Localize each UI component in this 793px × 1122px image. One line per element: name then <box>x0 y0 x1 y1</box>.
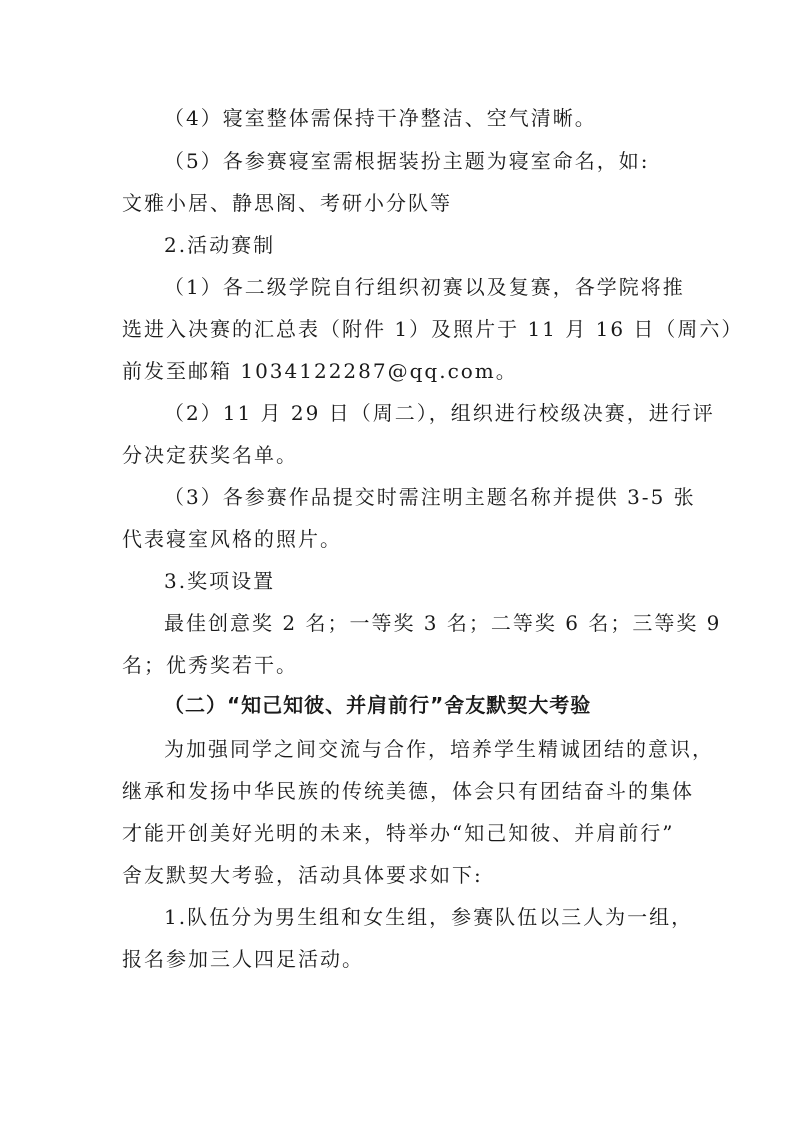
text-line-intro-2: 继承和发扬中华民族的传统美德，体会只有团结奋斗的集体 <box>122 779 694 803</box>
text-line-format-1-email: 前发至邮箱 1034122287@qq.com。 <box>122 359 518 383</box>
text-line-rule-5: （5）各参赛寝室需根据装扮主题为寝室命名，如: <box>164 149 650 173</box>
text-line-awards: 最佳创意奖 2 名；一等奖 3 名；二等奖 6 名；三等奖 9 <box>164 611 722 635</box>
text-line-format-2-cont: 分决定获奖名单。 <box>122 443 298 467</box>
text-line-format-2: （2）11 月 29 日（周二），组织进行校级决赛，进行评 <box>164 401 715 425</box>
text-line-rule-4: （4）寝室整体需保持干净整洁、空气清晰。 <box>164 106 597 130</box>
section-heading-roommate-challenge: （二）“知己知彼、并肩前行”舍友默契大考验 <box>164 693 592 717</box>
text-line-team-rule: 1.队伍分为男生组和女生组，参赛队伍以三人为一组， <box>164 905 694 929</box>
text-line-intro-3: 才能开创美好光明的未来，特举办“知己知彼、并肩前行” <box>122 821 675 845</box>
text-line-format-1: （1）各二级学院自行组织初赛以及复赛，各学院将推 <box>164 275 685 299</box>
section-heading-competition-format: 2.活动赛制 <box>164 233 276 257</box>
text-line-intro-4: 舍友默契大考验，活动具体要求如下: <box>122 863 483 887</box>
text-line-intro-1: 为加强同学之间交流与合作，培养学生精诚团结的意识， <box>164 737 714 761</box>
text-line-format-1-cont: 选进入决赛的汇总表（附件 1）及照片于 11 月 16 日（周六） <box>122 317 744 341</box>
text-line-format-3-cont: 代表寝室风格的照片。 <box>122 527 342 551</box>
text-line-awards-cont: 名；优秀奖若干。 <box>122 653 298 677</box>
text-line-format-3: （3）各参赛作品提交时需注明主题名称并提供 3-5 张 <box>164 485 696 509</box>
text-line-rule-5-examples: 文雅小居、静思阁、考研小分队等 <box>122 191 452 215</box>
text-line-team-rule-cont: 报名参加三人四足活动。 <box>122 947 364 971</box>
section-heading-awards: 3.奖项设置 <box>164 569 276 593</box>
